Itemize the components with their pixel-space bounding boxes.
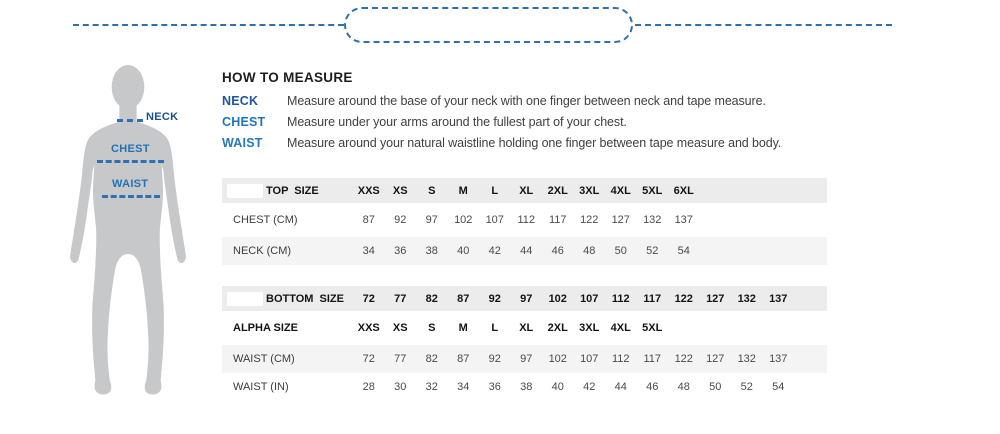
size-value-cell: 132 [737,292,756,305]
size-value-cell: 3XL [579,184,600,197]
size-value-cell: 127 [706,353,725,365]
size-value-cell: 77 [394,353,407,365]
size-value-cell: 102 [548,292,567,305]
size-value-cell: 107 [485,214,504,226]
size-row-label: CHEST (CM) [233,214,298,226]
size-value-cell: M [458,184,468,197]
size-table-row [222,237,827,265]
size-value-cell: 122 [674,292,693,305]
size-value-cell: 127 [706,292,725,305]
figure-chest-label: CHEST [111,143,150,155]
bottom-size-table [222,286,827,401]
erased-logo-patch [227,184,263,198]
size-value-cell: 137 [769,353,788,365]
size-value-cell: 132 [737,353,756,365]
size-value-cell: 5XL [642,184,663,197]
size-value-cell: L [491,184,499,197]
size-value-cell: 122 [580,214,599,226]
size-row-label: WAIST (IN) [233,381,289,393]
size-value-cell: 92 [488,353,501,365]
size-value-cell: 92 [488,292,501,305]
measure-description: Measure around your natural waistline holding one finger between tape measure and body. [287,135,782,150]
chest-measure-line [97,160,164,163]
size-value-cell: 46 [646,381,659,393]
size-value-cell: 6XL [673,184,694,197]
size-value-cell: 87 [362,214,375,226]
size-value-cell: 42 [488,245,501,257]
size-value-cell: M [458,322,468,334]
measurement-figure [60,64,196,404]
size-value-cell: 107 [580,292,599,305]
how-to-measure-title: HOW TO MEASURE [222,70,353,85]
size-value-cell: 117 [643,292,662,305]
measure-description: Measure around the base of your neck with one finger between neck and tape measure. [287,93,766,108]
measure-term: WAIST [222,135,263,150]
size-value-cell: XXS [357,184,380,197]
size-value-cell: 48 [583,245,596,257]
measure-term: CHEST [222,114,266,129]
size-value-cell: 5XL [642,322,663,334]
size-value-cell: 54 [772,381,785,393]
size-value-cell: 52 [740,381,753,393]
size-value-cell: 127 [611,214,630,226]
size-value-cell: 132 [643,214,662,226]
size-value-cell: 36 [394,245,407,257]
size-value-cell: XL [519,322,534,334]
size-value-cell: 28 [362,381,375,393]
size-value-cell: 44 [520,245,533,257]
size-value-cell: 38 [520,381,533,393]
size-value-cell: 38 [425,245,438,257]
size-value-cell: 117 [643,353,662,365]
size-value-cell: 77 [394,292,407,305]
size-value-cell: 52 [646,245,659,257]
size-row-label: TOP SIZE [222,185,353,197]
size-value-cell: 46 [551,245,564,257]
size-value-cell: 97 [425,214,438,226]
size-table-row [222,286,827,311]
size-value-cell: 87 [457,353,470,365]
size-table-row [222,178,827,203]
measure-description: Measure under your arms around the fullest part of your chest. [287,114,627,129]
size-value-cell: 102 [548,353,567,365]
size-value-cell: 40 [551,381,564,393]
measure-term: NECK [222,93,259,108]
size-value-cell: 32 [425,381,438,393]
size-value-cell: 50 [709,381,722,393]
size-row-label: BOTTOM SIZE [222,293,353,305]
measure-instruction-waist [222,132,922,153]
size-value-cell: 112 [611,353,630,365]
size-value-cell: 54 [677,245,690,257]
size-value-cell: 44 [614,381,627,393]
size-value-cell: S [428,322,436,334]
size-table-row [222,311,827,345]
size-value-cell: XS [392,184,408,197]
size-value-cell: XS [392,322,408,334]
measure-instruction-neck [222,90,922,111]
size-row-label: NECK (CM) [233,245,292,257]
size-value-cell: 40 [457,245,470,257]
size-value-cell: 36 [488,381,501,393]
size-value-cell: 107 [580,353,599,365]
size-value-cell: XXS [357,322,380,334]
size-value-cell: 82 [425,292,438,305]
size-value-cell: 2XL [547,184,568,197]
top-size-table [222,178,827,265]
erased-logo-patch [227,292,263,306]
size-value-cell: 48 [677,381,690,393]
waist-measure-line [102,195,160,198]
measure-instruction-chest [222,111,922,132]
size-value-cell: 4XL [610,184,631,197]
figure-neck-label: NECK [146,111,179,123]
dashed-divider-line-right [635,24,892,26]
size-table-row [222,345,827,373]
size-value-cell: 117 [548,214,567,226]
size-value-cell: 122 [674,353,693,365]
size-value-cell: 112 [611,292,630,305]
size-value-cell: 3XL [579,322,600,334]
size-value-cell: 4XL [610,322,631,334]
dashed-divider-line-left [73,24,344,26]
size-row-label: ALPHA SIZE [233,322,298,334]
size-value-cell: 97 [520,353,533,365]
size-value-cell: L [491,322,499,334]
size-row-label: WAIST (CM) [233,353,295,365]
size-value-cell: 72 [362,353,375,365]
size-value-cell: 112 [517,214,536,226]
size-value-cell: 137 [769,292,788,305]
size-value-cell: 34 [362,245,375,257]
size-table-row [222,203,827,237]
figure-waist-label: WAIST [112,178,149,190]
size-value-cell: 50 [614,245,627,257]
size-table-row [222,373,827,401]
size-value-cell: S [428,184,436,197]
size-value-cell: 30 [394,381,407,393]
size-value-cell: 34 [457,381,470,393]
size-value-cell: 97 [520,292,533,305]
size-value-cell: 2XL [547,322,568,334]
size-value-cell: 87 [457,292,470,305]
size-value-cell: XL [519,184,534,197]
size-value-cell: 82 [425,353,438,365]
size-value-cell: 137 [674,214,693,226]
size-value-cell: 92 [394,214,407,226]
dashed-divider-pill [344,7,633,43]
size-value-cell: 42 [583,381,596,393]
size-value-cell: 72 [362,292,375,305]
neck-measure-line [117,119,143,122]
size-value-cell: 102 [454,214,473,226]
how-to-measure-list [222,90,922,153]
